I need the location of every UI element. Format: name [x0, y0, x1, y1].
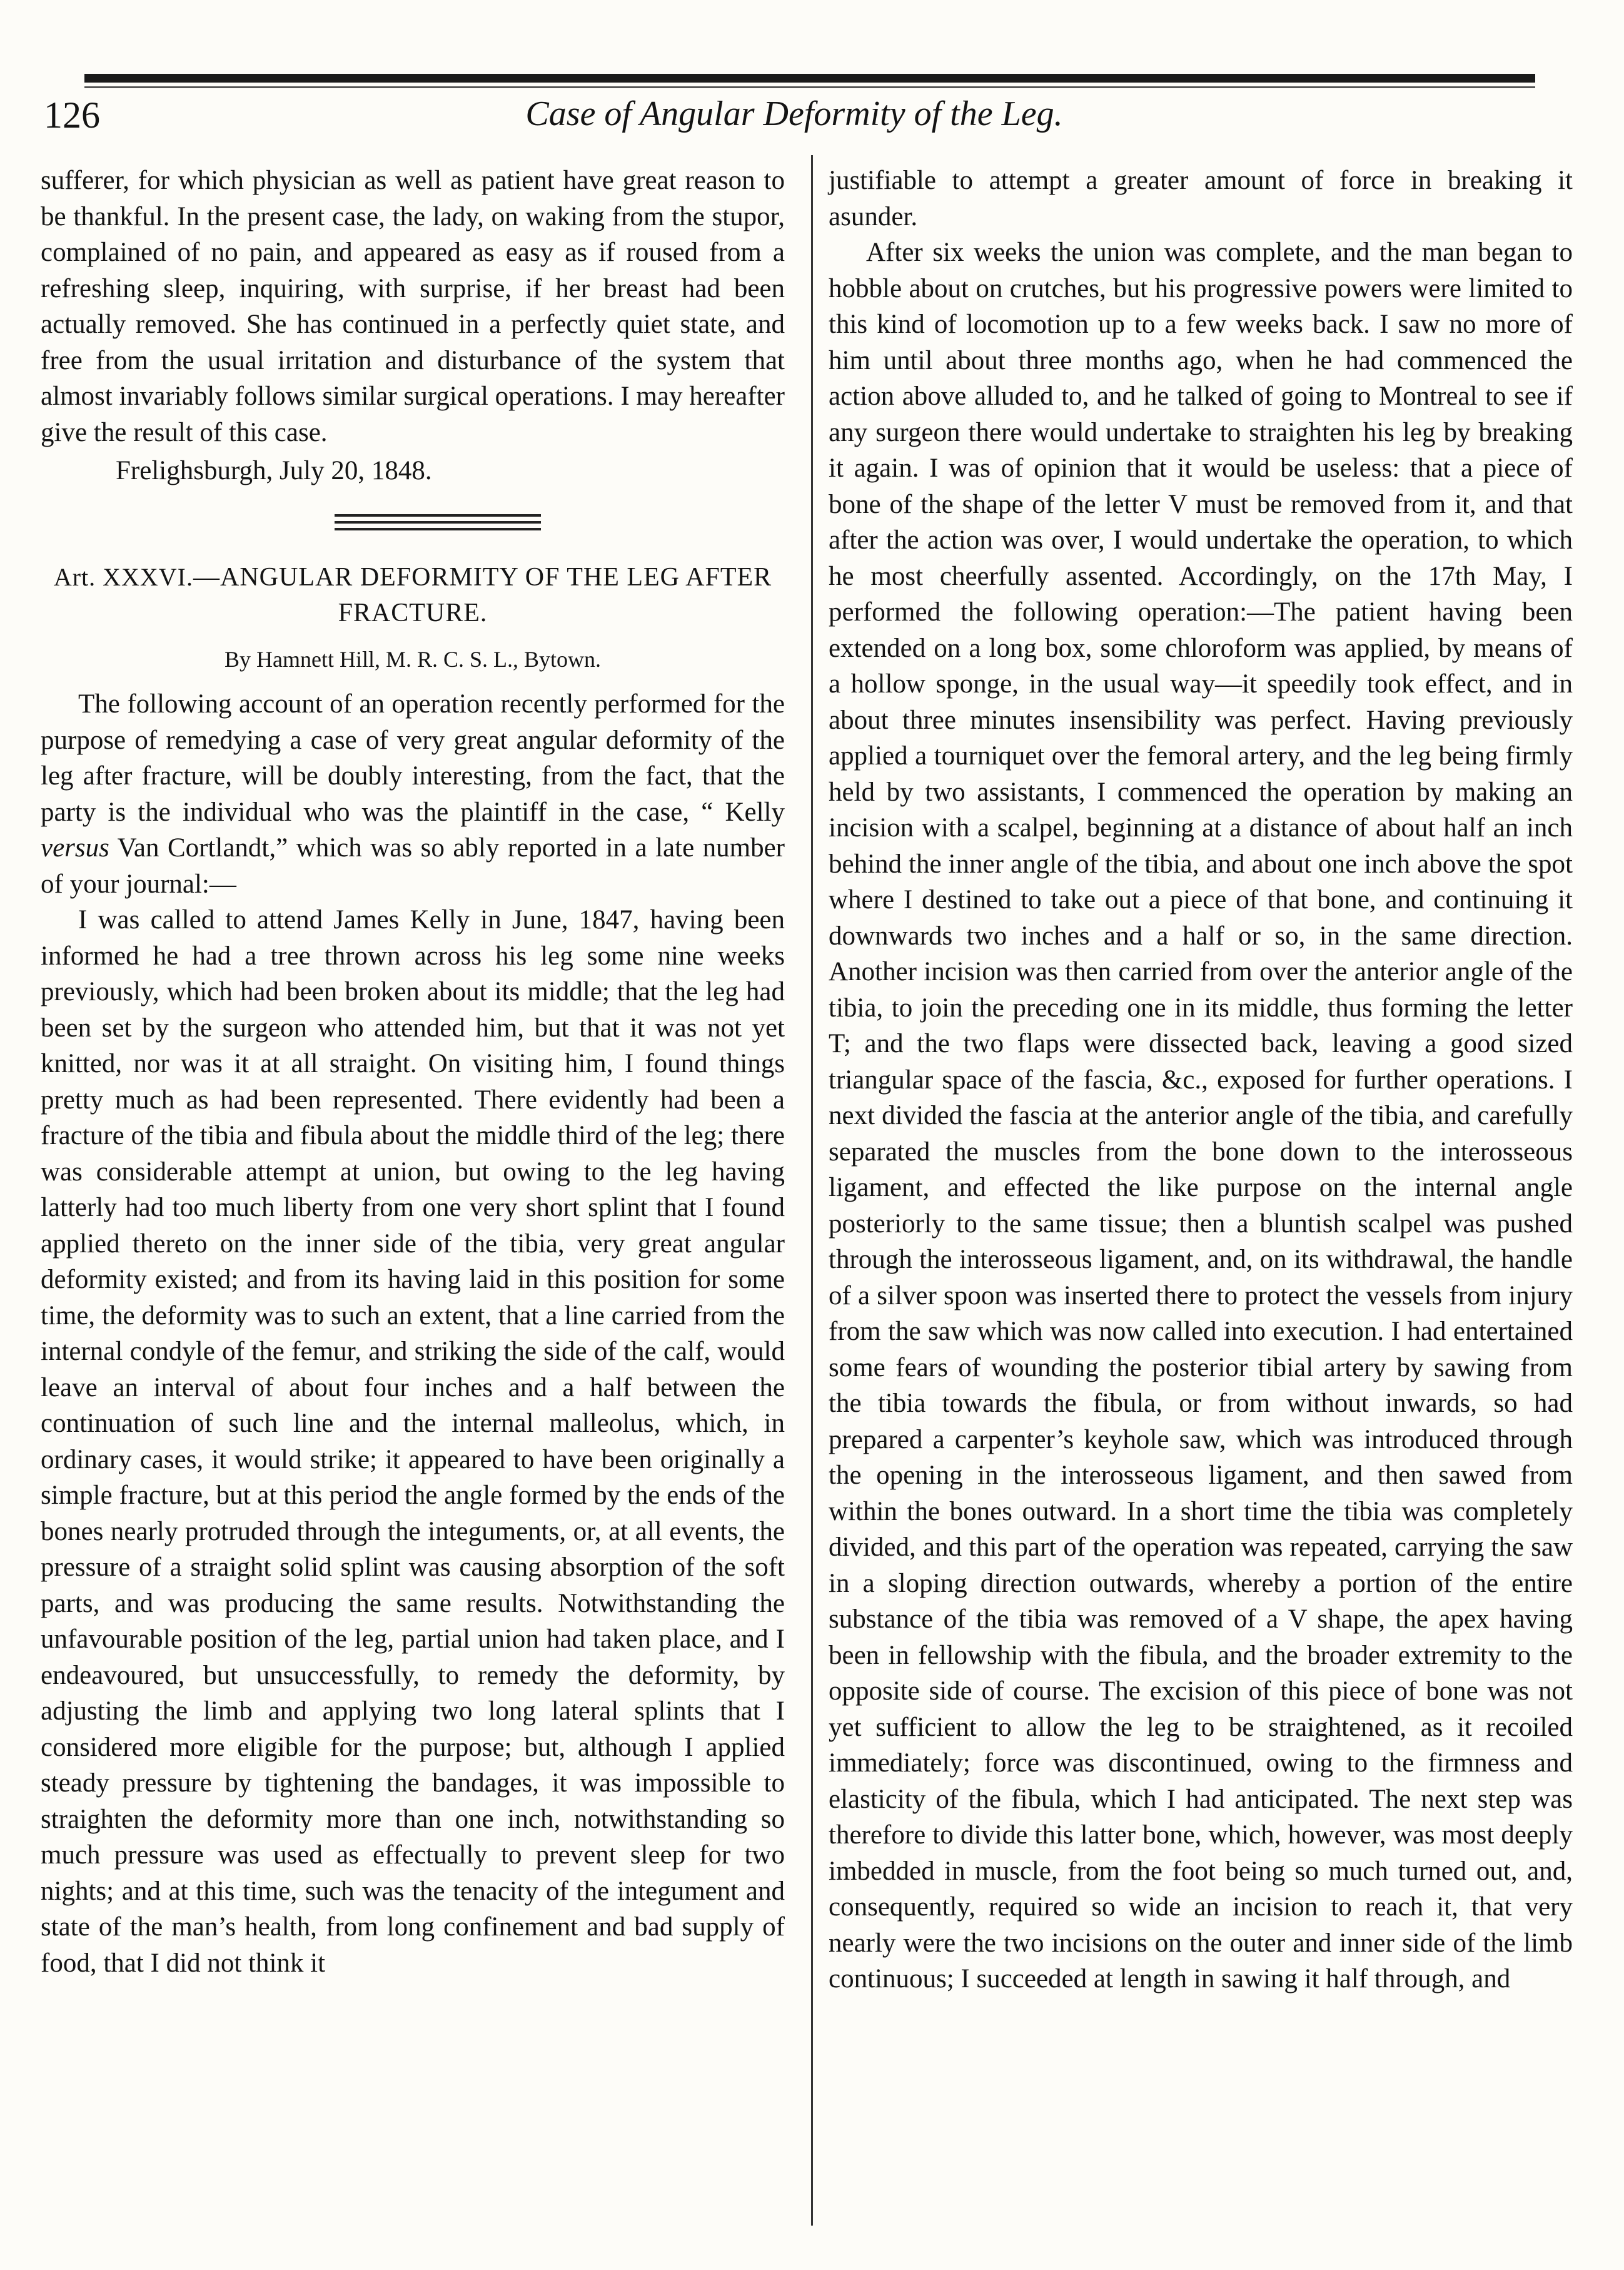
header-rule — [84, 74, 1535, 83]
article-label: Art. XXXVI. — [53, 562, 193, 591]
right-column — [829, 163, 1573, 1997]
paragraph-text: Van Cortlandt,” which was so ably reported in a late number of your journal:— — [41, 833, 785, 899]
section-divider — [335, 514, 541, 530]
page-header — [44, 94, 1545, 150]
byline: By Hamnett Hill, M. R. C. S. L., Bytown. — [224, 646, 602, 672]
column-divider — [811, 155, 813, 2226]
paragraph-text: The following account of an operation recently performed for the purpose of remedying a case of very great angular deformity of the leg after fracture, will be doubly interesting, from the fact, that the party is the individual who was the plaintiff in the case, “ Kelly — [41, 689, 785, 827]
left-column — [41, 163, 785, 1981]
paragraph — [41, 686, 785, 902]
article-title-text: —ANGULAR DEFORMITY OF THE LEG AFTER FRACTURE. — [193, 562, 772, 627]
running-title: Case of Angular Deformity of the Leg. — [525, 94, 1063, 133]
paragraph: sufferer, for which physician as well as patient have great reason to be thankful. In the present case, the lady, on waking from the stupor, complained of no pain, and appeared as easy as if roused from a refreshing sleep, inquiring, with surprise, if her breast had been actually removed. She has continued in a perfectly quiet state, and free from the usual irritation and disturbance of the system that almost invariably follows similar surgical operations. I may hereafter give the result of this case. — [41, 166, 785, 447]
italic-text: versus — [41, 833, 109, 863]
paragraph: justifiable to attempt a greater amount of force in breaking it asunder. — [829, 166, 1573, 231]
article-title — [41, 559, 785, 632]
date-line: Frelighsburgh, July 20, 1848. — [116, 456, 432, 485]
page-number: 126 — [44, 94, 100, 136]
paragraph: I was called to attend James Kelly in June, 1847, having been informed he had a tree thrown across his leg some nine weeks previously, which had been broken about its middle; that the leg had been set by the surgeon who attended him, but that it was not yet knitted, nor was it at all straight. On visiting him, I found things pretty much as had been represented. There evidently had been a fracture of the tibia and fibula about the middle third of the leg; there was considerable attempt at union, but owing to the leg having latterly had too much liberty from one very short splint that I found applied thereto on the inner side of the tibia, very great angular deformity existed; and from its having laid in this position for some time, the deformity was to such an extent, that a line carried from the internal condyle of the femur, and striking the side of the calf, would leave an interval of about four inches and a half between the continuation of such line and the internal malleolus, which, in ordinary cases, it would strike; it appeared to have been originally a simple fracture, but at this period the angle formed by the ends of the bones nearly protruded through the integuments, or, at all events, the pressure of a straight solid splint was causing absorption of the soft parts, and was producing the same results. Notwithstanding the unfavourable position of the leg, partial union had taken place, and I endeavoured, but unsuccessfully, to remedy the deformity, by adjusting the limb and applying two long lateral splints that I considered more eligible for the purpose; but, although I applied steady pressure by tightening the bandages, it was impossible to straighten the deformity more than one inch, notwithstanding so much pressure was used as effectually to prevent sleep for two nights; and at this time, such was the tenacity of the integument and state of the man’s health, from long confinement and bad supply of food, that I did not think it — [41, 905, 785, 1978]
header-rule-thin — [84, 86, 1535, 88]
paragraph: After six weeks the union was complete, and the man began to hobble about on crutches, but his progressive powers were limited to this kind of locomotion up to a few weeks back. I saw no more of him until about three months ago, when he had commenced the action above alluded to, and he talked of going to Montreal to see if any surgeon there would undertake to straighten his leg by breaking it again. I was of opinion that it would be useless: that a piece of bone of the shape of the letter V must be removed from it, and that after the action was over, I would undertake the operation, to which he most cheerfully assented. Accordingly, on the 17th May, I performed the following operation:—The patient having been extended on a long box, some chloroform was applied, by means of a hollow sponge, in the usual way—it speedily took effect, and in about three minutes insensibility was perfect. Having previously applied a tourniquet over the femoral artery, and the leg being firmly held by two assistants, I commenced the operation by making an incision with a scalpel, beginning at a distance of about half an inch behind the inner angle of the tibia, and about one inch above the spot where I destined to take out a piece of that bone, and continuing it downwards two inches and a half or so, in the same direction. Another incision was then carried from over the anterior angle of the tibia, to join the preceding one in its middle, thus forming the letter T; and the two flaps were dissected back, leaving a good sized triangular space of the fascia, &c., exposed for further operations. I next divided the fascia at the anterior angle of the tibia, and carefully separated the muscles from the bone down to the interosseous ligament, and effected the like purpose on the internal angle posteriorly to the same tissue; then a bluntish scalpel was pushed through the interosseous ligament, and, on its withdrawal, the handle of a silver spoon was inserted there to protect the vessels from injury from the saw which was now called into execution. I had entertained some fears of wounding the posterior tibial artery by sawing from the tibia towards the fibula, or from without inwards, so had prepared a carpenter’s keyhole saw, which was introduced through the opening in the interosseous ligament, and then sawed from within the bones outward. In a short time the tibia was completely divided, and this part of the operation was repeated, carrying the saw in a sloping direction outwards, whereby a portion of the entire substance of the tibia was removed of a V shape, the apex having been in fellowship with the fibula, and the broader extremity to the opposite side of course. The excision of this piece of bone was not yet sufficient to allow the leg to be straightened, as it recoiled immediately; force was discontinued, owing to the firmness and elasticity of the fibula, which I had anticipated. The next step was therefore to divide this latter bone, which, however, was most deeply imbedded in muscle, from the foot being so much turned out, and, consequently, required so wide an incision to reach it, that very nearly were the two incisions on the outer and inner side of the limb continuous; I succeeded at length in sawing it half through, and — [829, 238, 1573, 1994]
